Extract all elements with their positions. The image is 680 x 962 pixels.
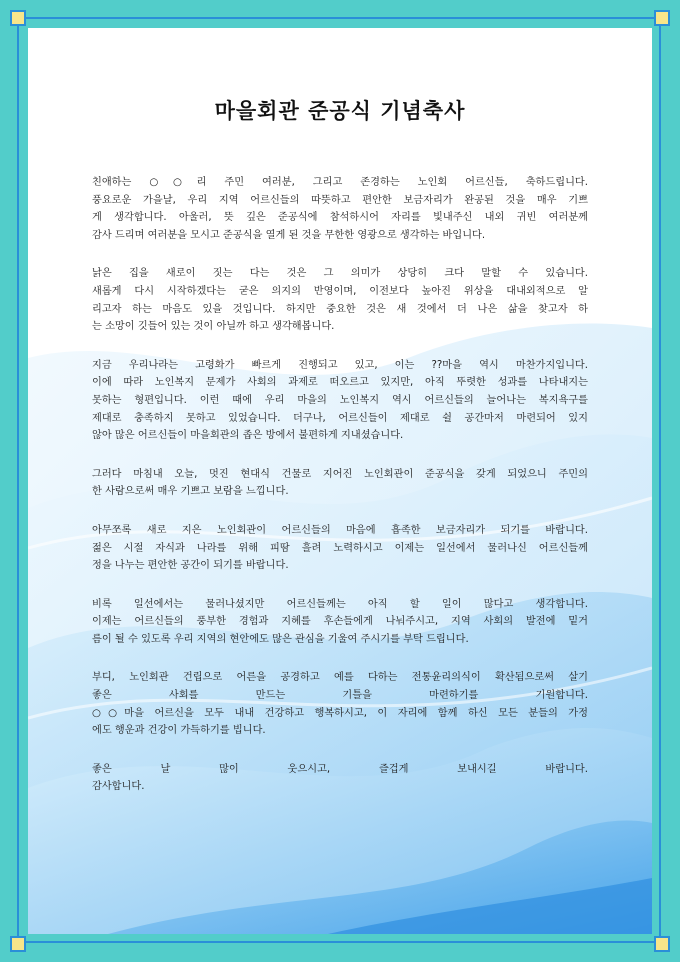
text-line: 친애하는 ○○리 주민 여러분, 그리고 존경하는 노인회 어르신들, 축하드립니다.	[92, 177, 588, 188]
text-line: 좋은 날 많이 웃으시고, 즐겁게 보내시길 바랍니다.	[92, 763, 588, 775]
text-line: 이제는 어르신들의 풍부한 경험과 지혜를 후손들에게 나눠주시고, 지역 사회의 발전에 밑거	[92, 616, 588, 628]
text-line: ○○마을 어르신을 모두 내내 건강하고 행복하시고, 이 자리에 함께 하신 모든 분들의 가정	[92, 707, 588, 719]
paragraph	[92, 357, 588, 445]
text-line: 젊은 시절 자식과 나라를 위해 피땀 흘려 노력하시고 이제는 일선에서 물러나신 어르신들께	[92, 542, 588, 554]
text-line: 름이 될 수 있도록 우리 지역의 현안에도 많은 관심을 기울여 주시기를 부탁 드립니다.	[92, 633, 469, 645]
text-line: 는 소망이 깃들어 있는 것이 아닐까 하고 생각해봅니다.	[92, 321, 335, 333]
text-line: 에도 행운과 건강이 가득하기를 빕니다.	[92, 725, 266, 737]
corner-square-top-right	[654, 10, 670, 26]
text-line: 못하는 형편입니다. 이런 때에 우리 마을의 노인복지 역시 어르신들의 늘어나는 복지욕구를	[92, 394, 588, 406]
paragraph	[92, 669, 588, 739]
text-line: 풍요로운 가을날, 우리 지역 어르신들의 따뜻하고 편안한 보금자리가 완공된 것을 매우 기쁘	[92, 194, 588, 206]
paragraph	[92, 596, 588, 649]
text-line: 한 사람으로써 매우 기쁘고 보람을 느낍니다.	[92, 486, 289, 498]
text-line: 제대로 충족하지 못하고 있었습니다. 더구나, 어르신들이 제대로 쉴 공간마저 마련되어 있지	[92, 412, 588, 424]
text-line: 그러다 마침내 오늘, 멋진 현대식 건물로 지어진 노인회관이 준공식을 갖게 되었으니 주민의	[92, 468, 588, 480]
text-line: 새롭게 다시 시작하겠다는 굳은 의지의 반영이며, 이전보다 높아진 위상을 대내외적으로 알	[92, 285, 588, 297]
paragraph	[92, 265, 588, 335]
text-line: 정을 나누는 편안한 공간이 되기를 바랍니다.	[92, 560, 289, 572]
text-line: 게 생각합니다. 아울러, 뜻 깊은 준공식에 참석하시어 자리를 빛내주신 내외 귀빈 여러분께	[92, 212, 588, 224]
paragraph	[92, 522, 588, 575]
text-line: 감사합니다.	[92, 781, 145, 793]
paragraph	[92, 761, 588, 796]
text-line: 않아 많은 어르신들이 마을회관의 좁은 방에서 불편하게 지내셨습니다.	[92, 430, 404, 442]
paragraph	[92, 466, 588, 501]
text-line: 비록 일선에서는 물러나셨지만 어르신들께는 아직 할 일이 많다고 생각합니다.	[92, 598, 588, 610]
corner-square-top-left	[10, 10, 26, 26]
corner-square-bottom-right	[654, 936, 670, 952]
text-line: 감사 드리며 여러분을 모시고 준공식을 열게 된 것을 무한한 영광으로 생각하는 바입니다.	[92, 229, 486, 241]
text-line: 이에 따라 노인복지 문제가 사회의 과제로 떠오르고 있지만, 아직 뚜렷한 성과를 나타내지는	[92, 377, 588, 389]
text-line: 낡은 집을 새로이 짓는 다는 것은 그 의미가 상당히 크다 말할 수 있습니다.	[92, 268, 588, 280]
text-line: 아무쪼록 새로 지은 노인회관이 어르신들의 마음에 흡족한 보금자리가 되기를 바랍니다.	[92, 524, 588, 536]
paragraph-list	[92, 174, 588, 796]
text-line: 좋은 사회를 만드는 기틀을 마련하기를 기원합니다.	[92, 690, 588, 702]
text-line: 리고자 하는 마음도 있을 것입니다. 하지만 중요한 것은 새 것에서 더 나은 삶을 찾고자 하	[92, 303, 588, 315]
paragraph	[92, 174, 588, 244]
text-line: 지금 우리나라는 고령화가 빠르게 진행되고 있고, 이는 ??마을 역시 마찬가지입니다.	[92, 359, 588, 371]
corner-square-bottom-left	[10, 936, 26, 952]
document-title: 마을회관 준공식 기념축사	[214, 99, 466, 123]
text-line: 부디, 노인회관 건립으로 어른을 공경하고 예를 다하는 전통윤리의식이 확산됨으로써 살기	[92, 672, 588, 684]
document-body	[92, 96, 588, 817]
